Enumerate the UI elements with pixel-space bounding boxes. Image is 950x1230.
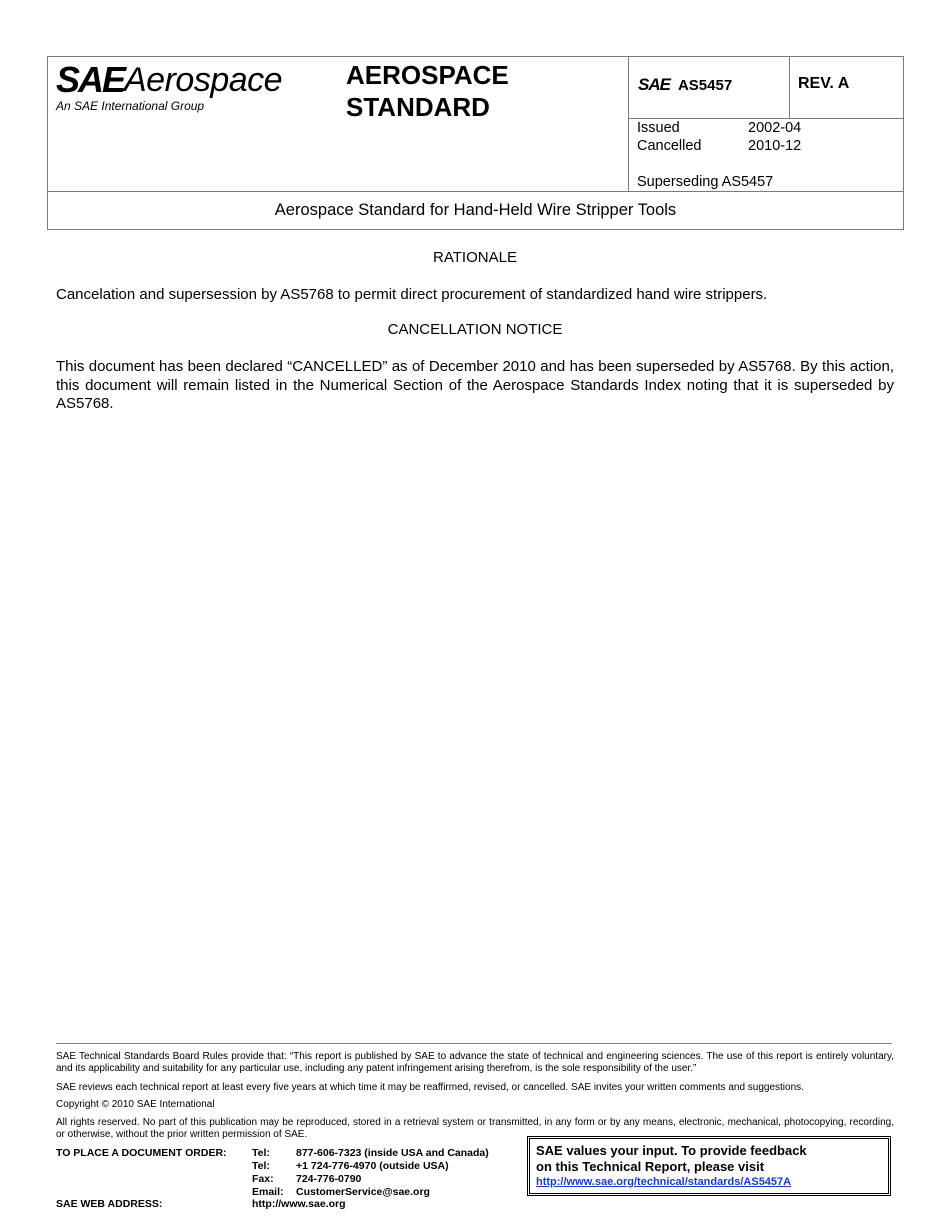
- rationale-heading: RATIONALE: [433, 249, 517, 266]
- footer-divider: [56, 1043, 892, 1044]
- document-title: Aerospace Standard for Hand-Held Wire Stripper Tools: [274, 201, 677, 219]
- feedback-line1: SAE values your input. To provide feedback: [536, 1143, 807, 1158]
- logo-aerospace-text: Aerospace: [124, 61, 283, 99]
- web-address-label: SAE WEB ADDRESS:: [56, 1198, 163, 1210]
- contact-label: Fax:: [252, 1173, 274, 1185]
- copyright-text: Copyright © 2010 SAE International: [56, 1099, 215, 1110]
- contact-value: 724-776-0790: [296, 1173, 362, 1185]
- cancelled-date: 2010-12: [748, 138, 802, 154]
- rationale-text: Cancelation and supersession by AS5768 to permit direct procurement of standardized hand wire strippers.: [56, 286, 768, 303]
- header-divider: [789, 57, 790, 118]
- contact-label: Tel:: [252, 1160, 270, 1172]
- contact-row: [252, 1160, 489, 1173]
- board-rules-text: SAE Technical Standards Board Rules provide that: “This report is published by SAE to advance the state of technical and engineering sciences. The use of this report is entirely voluntary, and its applicability and suitability for any particular use, including any patent infringement arising therefrom, is the sole responsibility of the user.”: [56, 1051, 894, 1074]
- contact-list: [252, 1147, 489, 1199]
- header-divider: [628, 57, 629, 191]
- document-number: AS5457: [677, 76, 733, 94]
- web-address-link[interactable]: http://www.sae.org: [252, 1198, 346, 1210]
- document-header: [47, 56, 904, 230]
- feedback-line2: on this Technical Report, please visit: [536, 1159, 765, 1174]
- revision-label: REV. A: [798, 75, 850, 92]
- contact-row: [252, 1147, 489, 1160]
- document-dates: [637, 119, 801, 191]
- standard-type-line2: STANDARD: [346, 92, 490, 122]
- cancellation-notice-text: This document has been declared “CANCELLED” as of December 2010 and has been superseded by AS5768. By this action, this document will remain listed in the Numerical Section of the Aerospace Standards Index noting that it is superseded by AS5768.: [56, 358, 894, 412]
- logo-sae-text: SAE: [56, 59, 125, 100]
- logo-subtitle: An SAE International Group: [56, 99, 205, 113]
- document-number-box: [638, 75, 732, 95]
- contact-value[interactable]: CustomerService@sae.org: [296, 1186, 430, 1198]
- standard-type-line1: AEROSPACE: [346, 60, 509, 90]
- sae-aerospace-logo: [56, 61, 296, 113]
- rights-text: All rights reserved. No part of this publication may be reproduced, stored in a retrieval system or transmitted, in any form or by any means, electronic, mechanical, photocopying, recording, or otherwise, without the prior written permission of SAE.: [56, 1117, 894, 1140]
- cancelled-label: Cancelled: [637, 138, 702, 154]
- contact-row: [252, 1173, 489, 1186]
- review-text: SAE reviews each technical report at least every five years at which time it may be reaffirmed, revised, or cancelled. SAE invites your written comments and suggestions.: [56, 1082, 804, 1093]
- contact-value: +1 724-776-4970 (outside USA): [296, 1160, 449, 1172]
- issued-date: 2002-04: [748, 120, 802, 136]
- sae-mark: SAE: [638, 75, 670, 94]
- feedback-link[interactable]: http://www.sae.org/technical/standards/AS5457A: [536, 1176, 792, 1188]
- feedback-box: [527, 1136, 891, 1196]
- order-label: TO PLACE A DOCUMENT ORDER:: [56, 1147, 227, 1159]
- contact-value: 877-606-7323 (inside USA and Canada): [296, 1147, 489, 1159]
- contact-label: Tel:: [252, 1147, 270, 1159]
- cancellation-notice-heading: CANCELLATION NOTICE: [387, 321, 563, 338]
- issued-label: Issued: [637, 120, 680, 136]
- standard-type: [346, 59, 509, 123]
- contact-label: Email:: [252, 1186, 284, 1198]
- superseding-note: Superseding AS5457: [637, 174, 774, 190]
